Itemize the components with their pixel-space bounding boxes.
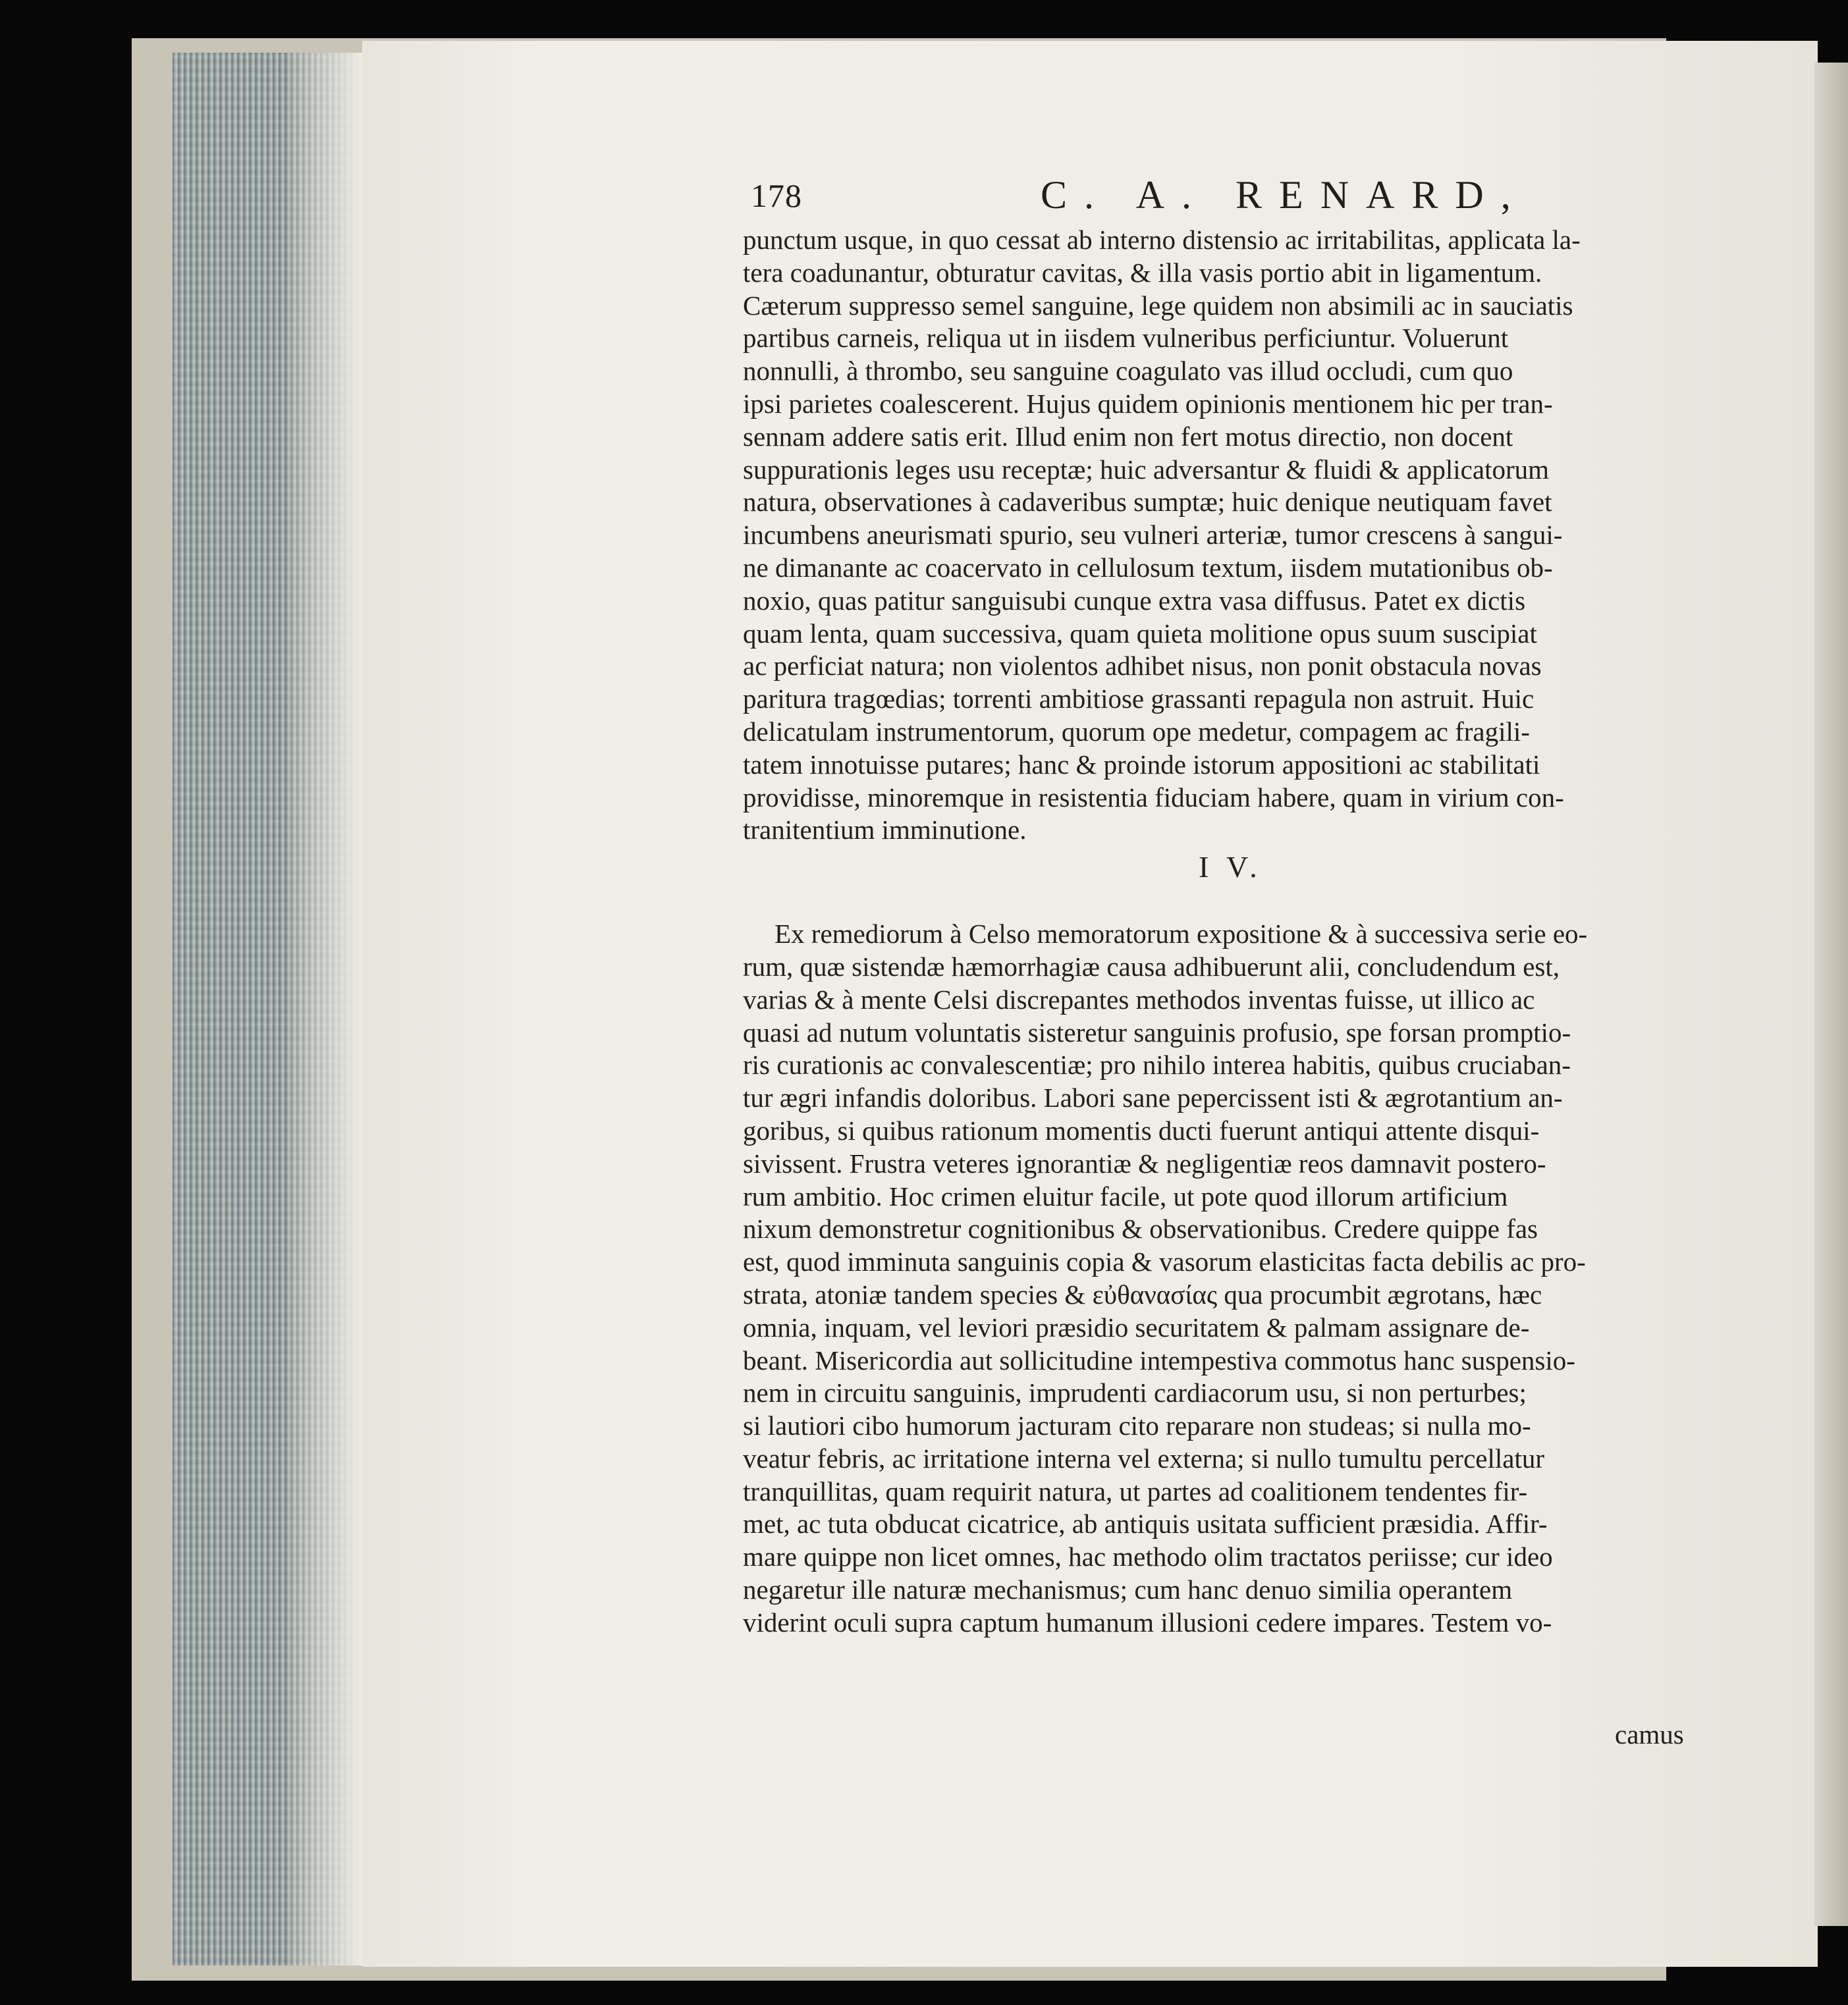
running-head: C. A. RENARD, [1041, 173, 1528, 217]
text-line: natura, observationes à cadaveribus sumptæ; huic denique neutiquam favet [743, 487, 1552, 518]
paragraph-2 [743, 918, 1695, 1640]
facing-page-edge [1814, 63, 1848, 1926]
text-line: veatur febris, ac irritatione interna vel externa; si nullo tumultu percellatur [743, 1443, 1545, 1474]
text-line: met, ac tuta obducat cicatrice, ab antiquis usitata sufficient præsidia. Affir- [743, 1509, 1548, 1539]
text-line: tranquillitas, quam requirit natura, ut partes ad coalitionem tendentes fir- [743, 1476, 1528, 1507]
text-line: sennam addere satis erit. Illud enim non fert motus directio, non docent [743, 421, 1513, 452]
text-line: incumbens aneurismati spurio, seu vulneri arteriæ, tumor crescens à sangui- [743, 520, 1563, 550]
text-line: sivissent. Frustra veteres ignorantiæ & negligentiæ reos damnavit postero- [743, 1148, 1546, 1179]
page-header [751, 173, 1693, 219]
text-line: ac perficiat natura; non violentos adhibet nisus, non ponit obstacula novas [743, 651, 1542, 682]
text-line: rum, quæ sistendæ hæmorrhagiæ causa adhibuerunt alii, concludendum est, [743, 951, 1560, 982]
text-line: paritura tragœdias; torrenti ambitiose grassanti repagula non astruit. Huic [743, 683, 1535, 714]
text-line: providisse, minoremque in resistentia fiduciam habere, quam in virium con- [743, 782, 1564, 813]
text-line: noxio, quas patitur sanguisubi cunque extra vasa diffusus. Patet ex dictis [743, 585, 1526, 616]
text-line: punctum usque, in quo cessat ab interno distensio ac irritabilitas, applicata la- [743, 225, 1581, 255]
text-line: est, quod imminuta sanguinis copia & vasorum elasticitas facta debilis ac pro- [743, 1246, 1586, 1277]
text-line: quam lenta, quam successiva, quam quieta molitione opus suum suscipiat [743, 618, 1537, 649]
text-line: ris curationis ac convalescentiæ; pro nihilo interea habitis, quibus cruciaban- [743, 1050, 1571, 1081]
text-line: partibus carneis, reliqua ut in iisdem vulneribus perficiuntur. Voluerunt [743, 323, 1509, 354]
catchword: camus [1615, 1719, 1684, 1750]
text-line: ne dimanante ac coacervato in cellulosum textum, iisdem mutationibus ob- [743, 552, 1553, 583]
text-line: Ex remediorum à Celso memoratorum expositione & à successiva serie eo- [775, 919, 1588, 949]
text-line: quasi ad nutum voluntatis sisteretur sanguinis profusio, spe forsan promptio- [743, 1017, 1571, 1048]
text-line: beant. Misericordia aut sollicitudine intempestiva commotus hanc suspensio- [743, 1345, 1575, 1376]
text-line: tur ægri infandis doloribus. Labori sane pepercissent isti & ægrotantium an- [743, 1083, 1563, 1113]
text-line: strata, atoniæ tandem species & εὐθανασίας qua procumbit ægrotans, hæc [743, 1279, 1542, 1310]
paragraph-1 [743, 224, 1695, 847]
text-line: delicatulam instrumentorum, quorum ope medetur, compagem ac fragili- [743, 716, 1530, 747]
text-line: Cæterum suppresso semel sanguine, lege quidem non absimili ac in sauciatis [743, 290, 1573, 321]
body-text [743, 224, 1695, 1640]
text-line: nem in circuitu sanguinis, imprudenti cardiacorum usu, si non perturbes; [743, 1377, 1527, 1408]
text-line: goribus, si quibus rationum momentis ducti fuerunt antiqui attente disqui- [743, 1115, 1540, 1146]
text-line: omnia, inquam, vel leviori præsidio securitatem & palmam assignare de- [743, 1312, 1530, 1343]
text-line: tera coadunantur, obturatur cavitas, & illa vasis portio abit in ligamentum. [743, 257, 1542, 288]
text-line: nonnulli, à thrombo, seu sanguine coagulato vas illud occludi, cum quo [743, 356, 1513, 387]
text-line: tranitentium imminutione. [743, 815, 1027, 845]
text-line: nixum demonstretur cognitionibus & observationibus. Credere quippe fas [743, 1214, 1538, 1244]
text-line: rum ambitio. Hoc crimen eluitur facile, ut pote quod illorum artificium [743, 1181, 1508, 1212]
gutter-shadow [290, 53, 369, 1965]
page-number: 178 [751, 177, 802, 214]
text-line: ipsi parietes coalescerent. Hujus quidem opinionis mentionem hic per tran- [743, 388, 1553, 419]
section-heading: I V. [1199, 850, 1263, 884]
text-line: tatem innotuisse putares; hanc & proinde istorum appositioni ac stabilitati [743, 749, 1540, 780]
text-line: mare quippe non licet omnes, hac methodo olim tractatos periisse; cur ideo [743, 1541, 1553, 1572]
text-line: varias & à mente Celsi discrepantes methodos inventas fuisse, ut illico ac [743, 984, 1535, 1015]
text-line: suppurationis leges usu receptæ; huic adversantur & fluidi & applicatorum [743, 454, 1550, 485]
text-line: si lautiori cibo humorum jacturam cito reparare non studeas; si nulla mo- [743, 1410, 1531, 1441]
text-line: viderint oculi supra captum humanum illusioni cedere impares. Testem vo- [743, 1607, 1552, 1638]
text-line: negaretur ille naturæ mechanismus; cum hanc denuo similia operantem [743, 1574, 1513, 1605]
